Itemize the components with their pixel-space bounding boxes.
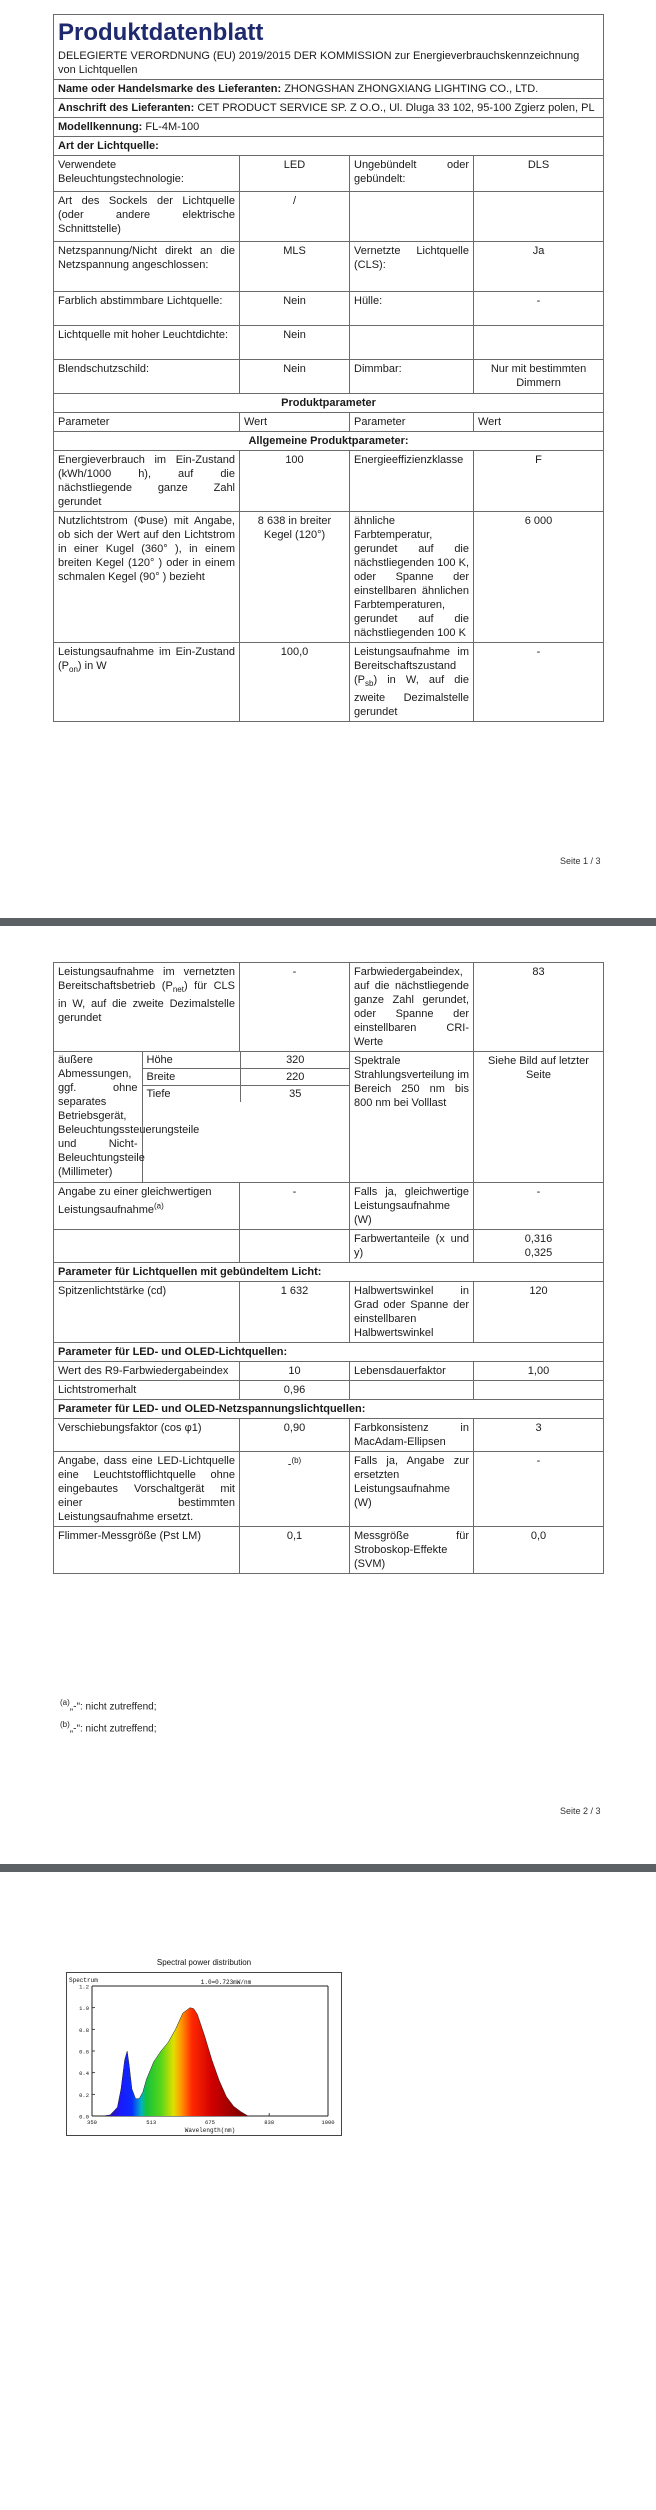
y-tick-label: 0.6 xyxy=(79,2048,89,2056)
param-value: 1 632 xyxy=(240,1282,350,1343)
param-label: Art des Sockels der Lichtquelle (oder andere elektrische Schnittstelle) xyxy=(54,192,240,242)
param-value xyxy=(474,192,604,242)
page-number: Seite 1 / 3 xyxy=(560,856,601,866)
param-label: Leistungsaufnahme im Ein-Zustand $(P_{on})$ in W xyxy=(54,643,240,722)
param-value: 0,96 xyxy=(240,1381,350,1400)
param-value: Ja xyxy=(474,242,604,292)
spectrum-chart xyxy=(66,1972,342,2136)
led-heading: Parameter für LED- und OLED-Lichtquellen: xyxy=(54,1343,604,1362)
param-label: Angabe zu einer gleichwertigen Leistungsaufnahme$^{(a)}$ xyxy=(54,1183,240,1230)
x-tick-label: 513 xyxy=(146,2119,157,2126)
empty-cell xyxy=(240,1230,350,1263)
page-separator xyxy=(0,1864,656,1872)
param-label: Lebensdauerfaktor xyxy=(350,1362,474,1381)
chart-annotation: 1.0=0.723mW/nm xyxy=(200,1979,252,1986)
datasheet-table-1 xyxy=(53,14,604,722)
param-value: F xyxy=(474,451,604,512)
footnote-b: $^{(b)}$„-": nicht zutreffend; xyxy=(60,1720,157,1735)
param-value: - xyxy=(474,1452,604,1527)
param-value: 3 xyxy=(474,1419,604,1452)
dimension-name: Höhe xyxy=(142,1052,240,1069)
param-label: Vernetzte Lichtquelle (CLS): xyxy=(350,242,474,292)
y-axis-label: Spectrum xyxy=(69,1977,98,1984)
param-label: Spitzenlichtstärke (cd) xyxy=(54,1282,240,1343)
page-separator xyxy=(0,918,656,926)
param-value: - xyxy=(240,1183,350,1230)
table-row xyxy=(54,1452,604,1527)
table-row xyxy=(54,1362,604,1381)
table-row xyxy=(54,1419,604,1452)
param-value: 0,90 xyxy=(240,1419,350,1452)
param-value: Nein xyxy=(240,360,350,394)
param-label: Verschiebungsfaktor (cos φ1) xyxy=(54,1419,240,1452)
y-tick-label: 1.0 xyxy=(79,2005,89,2013)
param-label: Verwendete Beleuchtungstechnologie: xyxy=(54,156,240,192)
table-row xyxy=(54,963,604,1052)
dimension-value: 220 xyxy=(240,1069,350,1086)
spectrum-chart-svg xyxy=(66,1972,342,2136)
param-value: DLS xyxy=(474,156,604,192)
param-value: 120 xyxy=(474,1282,604,1343)
dimension-value: 320 xyxy=(240,1052,350,1069)
param-label: ähnliche Farbtemperatur, gerundet auf die nächstliegenden 100 K, oder Spanne der einstellbaren ähnlichen Farbtemperaturen, gerundet auf die nächstliegenden 100 K xyxy=(350,512,474,643)
table-row xyxy=(54,156,604,192)
param-value: Siehe Bild auf letzter Seite xyxy=(474,1052,604,1183)
param-value: 6 000 xyxy=(474,512,604,643)
y-tick-label: 0.0 xyxy=(79,2113,89,2121)
empty-cell xyxy=(350,1381,474,1400)
model-value: FL-4M-100 xyxy=(145,121,200,133)
table-row xyxy=(54,292,604,326)
footnote-a: $^{(a)}$„-": nicht zutreffend; xyxy=(60,1698,157,1713)
column-header: Wert xyxy=(474,413,604,432)
param-value: 8 638 in breiter Kegel (120°) xyxy=(240,512,350,643)
regulation-text: DELEGIERTE VERORDNUNG (EU) 2019/2015 DER KOMMISSION zur Energieverbrauchskennzeichnung von Lichtquellen xyxy=(54,49,604,80)
param-label: Falls ja, Angabe zur ersetzten Leistungsaufnahme (W) xyxy=(350,1452,474,1527)
param-label: Nutzlichtstrom (Φuse) mit Angabe, ob sich der Wert auf den Lichtstrom in einer Kugel (360° ), in einem breiten Kegel (120° ) oder in einem schmalen Kegel (90° ) bezieht xyxy=(54,512,240,643)
dimension-value: 35 xyxy=(289,1088,302,1100)
x-tick-label: 675 xyxy=(205,2119,215,2126)
y-tick-label: 0.8 xyxy=(79,2026,89,2034)
dimension-name: Tiefe xyxy=(142,1086,240,1103)
param-label: Farbwertanteile (x und y) xyxy=(350,1230,474,1263)
param-label: Wert des R9-Farbwiedergabeindex xyxy=(54,1362,240,1381)
page-1 xyxy=(0,0,656,918)
dimensions-cell xyxy=(54,1052,350,1183)
table-row xyxy=(54,512,604,643)
param-label: Flimmer-Messgröße (Pst LM) xyxy=(54,1527,240,1574)
supplier-name-row xyxy=(54,80,604,99)
table-row xyxy=(54,643,604,722)
param-value: -$^{(b)}$ xyxy=(240,1452,350,1527)
param-label: Dimmbar: xyxy=(350,360,474,394)
param-value: 0,1 xyxy=(240,1527,350,1574)
x-axis-label: Wavelength(nm) xyxy=(184,2127,236,2134)
param-value: 0,316 0,325 xyxy=(474,1230,604,1263)
param-label: Spektrale Strahlungsverteilung im Bereich 250 nm bis 800 nm bei Volllast xyxy=(350,1052,474,1183)
table-row xyxy=(54,1183,604,1230)
empty-cell xyxy=(474,1381,604,1400)
dimensions-table xyxy=(54,1052,350,1182)
supplier-name-label: Name oder Handelsmarke des Lieferanten: xyxy=(58,83,282,95)
table-row xyxy=(54,1052,604,1183)
param-label: Falls ja, gleichwertige Leistungsaufnahme (W) xyxy=(350,1183,474,1230)
param-value: Nur mit bestimmten Dimmern xyxy=(474,360,604,394)
table-row xyxy=(54,451,604,512)
param-value: Nein xyxy=(240,292,350,326)
param-value: 100 xyxy=(240,451,350,512)
param-value: - xyxy=(474,292,604,326)
param-value: LED xyxy=(240,156,350,192)
table-row xyxy=(54,1381,604,1400)
table-row xyxy=(54,360,604,394)
page-title: Produktdatenblatt xyxy=(54,15,604,50)
param-label xyxy=(350,326,474,360)
param-value: Nein xyxy=(240,326,350,360)
datasheet-table-2 xyxy=(53,962,604,1574)
supplier-address-label: Anschrift des Lieferanten: xyxy=(58,102,195,114)
column-header-row xyxy=(54,413,604,432)
param-label: Farblich abstimmbare Lichtquelle: xyxy=(54,292,240,326)
table-row xyxy=(54,242,604,292)
page-number: Seite 2 / 3 xyxy=(560,1806,601,1816)
param-label: Ungebündelt oder gebündelt: xyxy=(350,156,474,192)
param-label: Farbkonsistenz in MacAdam-Ellipsen xyxy=(350,1419,474,1452)
table-row xyxy=(54,326,604,360)
x-tick-label: 350 xyxy=(87,2119,97,2126)
page-2 xyxy=(0,926,656,1864)
supplier-address-row xyxy=(54,99,604,118)
param-label: Energieeffizienzklasse xyxy=(350,451,474,512)
param-value xyxy=(474,326,604,360)
param-value: 0,0 xyxy=(474,1527,604,1574)
param-label: Leistungsaufnahme im vernetzten Bereitschaftsbetrieb $(P_{net})$ für CLS in W, auf die zweite Dezimalstelle gerundet xyxy=(54,963,240,1052)
model-row xyxy=(54,118,604,137)
x-tick-label: 838 xyxy=(264,2119,275,2126)
param-label: Angabe, dass eine LED-Lichtquelle eine Leuchtstofflichtquelle ohne eingebautes Vorschaltgerät mit einer bestimmten Leistungsaufnahme ersetzt. xyxy=(54,1452,240,1527)
mains-heading: Parameter für LED- und OLED-Netzspannungslichtquellen: xyxy=(54,1400,604,1419)
table-row xyxy=(54,192,604,242)
dimensions-label: äußere Abmessungen, ggf. ohne separates Betriebsgerät, Beleuchtungssteuerungsteile und Nicht-Beleuchtungsteile (Millimeter) xyxy=(54,1052,142,1182)
param-label: Leistungsaufnahme im Bereitschaftszustand $(P_{sb})$ in W, auf die zweite Dezimalstelle gerundet xyxy=(350,643,474,722)
lightsource-type-heading: Art der Lichtquelle: xyxy=(54,137,604,156)
model-label: Modellkennung: xyxy=(58,121,143,133)
param-value: / xyxy=(240,192,350,242)
column-header: Parameter xyxy=(350,413,474,432)
directional-heading: Parameter für Lichtquellen mit gebündeltem Licht: xyxy=(54,1263,604,1282)
param-value: MLS xyxy=(240,242,350,292)
param-label: Messgröße für Stroboskop-Effekte (SVM) xyxy=(350,1527,474,1574)
param-value: 100,0 xyxy=(240,643,350,722)
param-value: - xyxy=(240,963,350,1052)
y-tick-label: 0.2 xyxy=(79,2091,89,2099)
general-params-heading: Allgemeine Produktparameter: xyxy=(54,432,604,451)
table-row xyxy=(54,1282,604,1343)
param-value: - xyxy=(474,1183,604,1230)
supplier-address-value: CET PRODUCT SERVICE SP. Z O.O., Ul. Dluga 33 102, 95-100 Zgierz polen, PL xyxy=(197,102,595,114)
empty-cell xyxy=(54,1230,240,1263)
chart-title: Spectral power distribution xyxy=(156,1958,252,1967)
y-tick-label: 1.2 xyxy=(79,1983,89,1991)
dimension-name: Breite xyxy=(142,1069,240,1086)
param-value: - xyxy=(474,643,604,722)
x-tick-label: 1000 xyxy=(321,2119,335,2126)
footnotes xyxy=(60,1694,157,1739)
param-label: Energieverbrauch im Ein-Zustand (kWh/1000 h), auf die nächstliegende ganze Zahl gerundet xyxy=(54,451,240,512)
param-label: Hülle: xyxy=(350,292,474,326)
page-3 xyxy=(0,1872,656,2510)
param-label: Blendschutzschild: xyxy=(54,360,240,394)
param-label xyxy=(350,192,474,242)
param-value: 10 xyxy=(240,1362,350,1381)
param-label: Halbwertswinkel in Grad oder Spanne der einstellbaren Halbwertswinkel xyxy=(350,1282,474,1343)
column-header: Wert xyxy=(240,413,350,432)
param-value: 1,00 xyxy=(474,1362,604,1381)
supplier-name-value: ZHONGSHAN ZHONGXIANG LIGHTING CO., LTD. xyxy=(284,83,539,95)
column-header: Parameter xyxy=(54,413,240,432)
param-label: Farbwiedergabeindex, auf die nächstliegende ganze Zahl gerundet, oder Spanne der einstellbaren CRI-Werte xyxy=(350,963,474,1052)
product-params-heading: Produktparameter xyxy=(54,394,604,413)
param-label: Netzspannung/Nicht direkt an die Netzspannung angeschlossen: xyxy=(54,242,240,292)
param-value: 83 xyxy=(474,963,604,1052)
table-row xyxy=(54,1527,604,1574)
table-row xyxy=(54,1230,604,1263)
param-label: Lichtquelle mit hoher Leuchtdichte: xyxy=(54,326,240,360)
param-label: Lichtstromerhalt xyxy=(54,1381,240,1400)
y-tick-label: 0.4 xyxy=(79,2070,89,2078)
